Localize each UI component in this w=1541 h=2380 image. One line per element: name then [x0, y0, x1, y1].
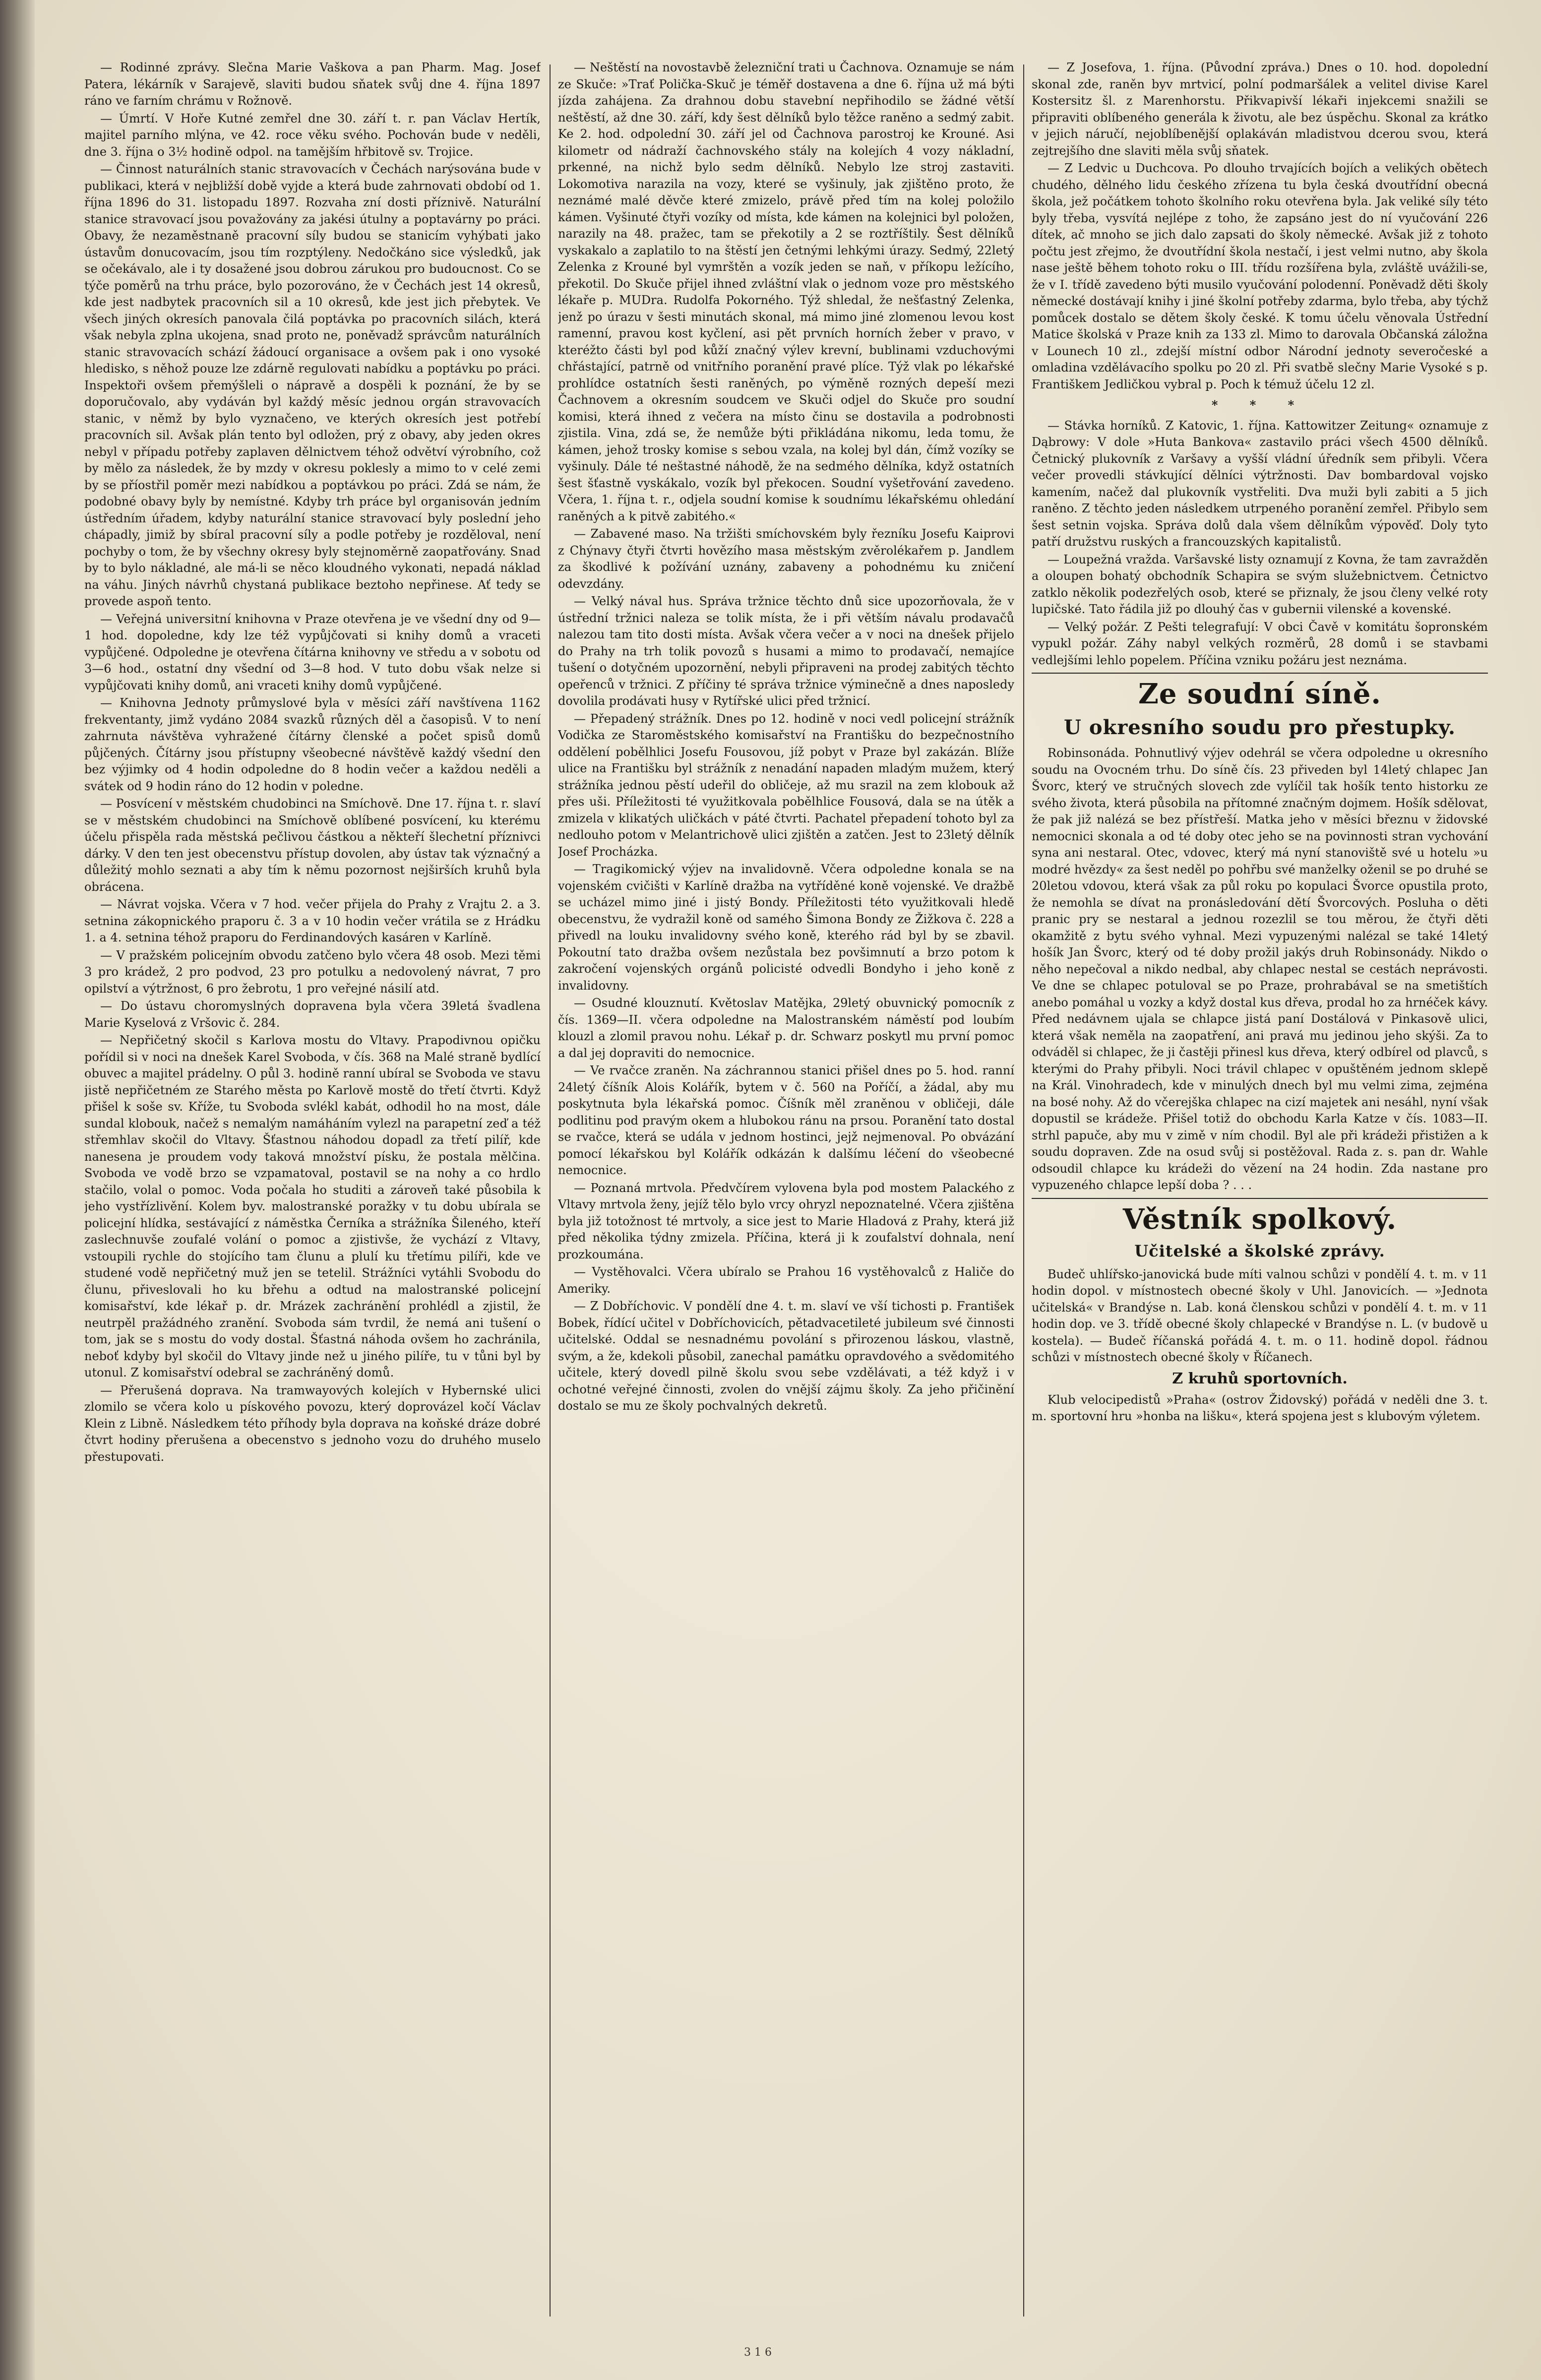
article-teachers-meetings: Budeč uhlířsko-janovická bude míti valnou schůzi v pondělí 4. t. m. v 11 hodin dopol. v místnostech obecné školy v Uhl. Janovicích. — »Jednota učitelská« v Brandýse n. Lab. koná členskou schůzi v pondělí 4. t. m. v 11 hodin dop. ve 3. třídě obecné školy chlapecké v Brandýse n. L. (v budově u kostela). — Budeč říčanská pořádá 4. t. m. o 11. hodině dopol. řádnou schůzi v místnostech obecné školy v Říčanech. [1032, 1267, 1488, 1364]
article-university-library: — Veřejná universitní knihovna v Praze otevřena je ve všední dny od 9—1 hod. dopoledne, kdy lze též vypůjčovati si knihy domů a vraceti vypůjčené. Odpoledne je otevřena čítárna knihovny ve středu a v sobotu od 3—6 hod., ostatní dny všední od 3—8 hod. V tuto dobu však nelze si vypůjčovati knihy domů, ani vraceti knihy domů vypůjčené. [84, 612, 541, 692]
article-emigrants: — Vystěhovalci. Včera ubíralo se Prahou 16 vystěhovalců z Haliče do Ameriky. [558, 1265, 1014, 1296]
article-assaulted-policeman: — Přepadený strážník. Dnes po 12. hodině v noci vedl policejní strážník Vodička ze Staroměstského komisařství na Františku do bezpečnostního oddělení pobělhlici Josefu Fousovou, jíž pobyt v Praze byl zakázán. Blíže ulice na Františku byl strážník z nenadání napaden mladým mužem, který strážníka jednou pěstí udeřil do obličeje, až mu srazil na zem klobouk až přes uši. Příležitosti té využitkovala pobělhlice Fousová, dala se na útěk a zmizela v klikatých uličkách v páté čtvrti. Pachatel přepadení tohoto byl za nedlouho potom v Melantrichově ulici zjištěn a zatčen. Jest to 23letý dělník Josef Procházka. [558, 711, 1014, 859]
associations-section-title: Věstník spolkový. [1122, 1202, 1397, 1236]
article-police-district: — V pražském policejním obvodu zatčeno bylo včera 48 osob. Mezi těmi 3 pro krádež, 2 pro podvod, 23 pro potulku a nedovolený návrat, 7 pro opilství a výtržnost, 6 pro žebrotu, 1 pro veřejné násilí atd. [84, 948, 541, 996]
article-charles-bridge: — Nepřičetný skočil s Karlova mostu do Vltavy. Prapodivnou opičku pořídil si v noci na dnešek Karel Svoboda, v čís. 368 na Malé straně bydlící obuvec a majitel prádelny. O půl 3. hodině ranní ubíral se Svoboda ve stavu jistě nepřičetném ze Starého města po Karlově mostě do třetí čtvrti. Když přišel k soše sv. Kříže, tu Svoboda svlékl kabát, odhodil ho na most, dále sundal klobouk, načež s nemalým namáháním vylezl na parapetní zeď a též střemhlav skočil do Vltavy. Šťastnou náhodou dopadl za třetí pilíř, kde nanesena je proudem vody taková množství písku, že postala mělčina. Svoboda ve vodě brzo se vzpamatoval, postavil se na nohy a co hrdlo stačilo, volal o pomoc. Voda počala ho studiti a zároveň také působila k jeho vystřízlivění. Kolem byv. malostranské poražky v tu dobu ubírala se policejní hlídka, sestávající z náměstka Černíka a strážníka Šileného, kteří zaslechnuvše zoufalé volání o pomoc a zjistivše, že vychází z Vltavy, vstoupili rychle do stojícího tam člunu a plulí ku třetímu pilíři, kde ve studené vodě nepřičetný muž jen se tetelil. Strážníci vytáhli Svobodu do člunu, přiveslovali ho ku břehu a odtud na malostranské policejní komisařství, kde lékař p. dr. Mrázek zachránění prohlédl a zjistil, že neutrpěl pražádného zranění. Svoboda sám tvrdil, že nemá ani tušení o tom, jak se s mostu do vody dostal. Šťastná náhoda ovšem ho zachránila, neboť kdyby byl skočil do Vltavy jinde než u jiného pilíře, tu v tůni byl by utonul. Z komisařství odebral se zachráněný domů. [84, 1033, 541, 1379]
article-big-fire: — Velký požár. Z Pešti telegrafují: V obci Čavě v komitátu šopronském vypukl požár. Záhy nabyl velkých rozměrů, 28 domů i se stavbami vedlejšími lehlo popelem. Příčina vzniku požáru jest neznáma. [1032, 620, 1488, 667]
article-confiscated-meat: — Zabavené maso. Na tržišti smíchovském byly řezníku Josefu Kaiprovi z Chýnavy čtyři čtvrti hovězího masa městským zvěrolékařem p. Jandlem za škodlivé k požívání uznány, zabaveny a pohodnému ku zničení odevzdány. [558, 527, 1014, 591]
article-food-stations: — Činnost naturálních stanic stravovacích v Čechách narýsována bude v publikaci, která v nejbližší době vyjde a která bude zahrnovati období od 1. října 1896 do 31. listopadu 1897. Rozvaha zní dosti příznivě. Naturální stanice stravovací jsou považovány za jakési útulny a poptavárny po práci. Obavy, že nezaměstnaně pracovní síly budou se stanicím vyhýbati jako ústavům donucovacím, jsou tím rozptýleny. Nedočkáno sice výsledků, jak se očekávalo, ale i ty dosažené jsou dobrou zárukou pro budoucnost. Co se týče poměrů na trhu práce, bylo pozorováno, že v Čechách jest 14 okresů, kde jest nadbytek pracovních sil a 10 okresů, kde jest jich přebytek. Ve všech jiných okresích panovala čilá poptávka po pracovních silách, která však nebyla zplna ukojena, snad proto ne, poněvadž správcům naturálních stanic stravovacích schází žádoucí organisace a ovšem pak i ono vysoké hledisko, s něhož pouze lze zdárně regulovati nabídku a poptávku po práci. Inspektoři ovšem přemýšleli o nápravě a dospěli k poznání, že by se doporučovalo, aby vydáván byl každý měsíc jednou orgán stravovacích stanic, v němž by bylo vyznačeno, ve kterých okresích jest potřebí pracovních sil. Avšak plán tento byl odložen, prý z obavy, aby jeden okres nebyl v případu potřeby zaplaven dělnictvem téhož odvětví výrobního, což by mělo za následek, že by mzdy v okresu poklesly a mimo to v celé zemi by se příostřil poměr mezi nabídkou a poptávkou po práci. Zdá se nám, že podobné obavy byly by nemístné. Kdyby trh práce byl organisován jedním ústředním úřadem, kdyby naturální stanice stravovací byly poslední jeho chápadly, jimiž by sbíral pracovní síly a podle potřeby je rozděloval, není pochyby o tom, že by všechny okresy byly stejnoměrně zaopatřovány. Snad by to bylo nákladné, ale má-li se něco kloudného vykonati, nepadá náklad na váhu. Jiných návrhů chystaná publikace beztoho nepřinese. Ať tedy se provede aspoň tento. [84, 162, 541, 608]
column-2 [558, 60, 1014, 2321]
article-asylum: — Do ústavu choromyslných dopravena byla včera 39letá švadlena Marie Kyselová z Vršovic č. 284. [84, 999, 541, 1030]
article-railway-accident: — Neštěstí na novostavbě železniční trati u Čachnova. Oznamuje se nám ze Skuče: »Trať Polička-Skuč je téměř dostavena a dne 6. října už má býti jízda zahájena. Za drahnou dobu stavební nepřihodilo se žádné větší neštěstí, až dne 30. září, kdy šest dělníků bylo těžce raněno a sedmý zabit. Ke 2. hod. odpolední 30. září jel od Čachnova parostroj ke Krouné. Asi kilometr od nádraží čachnovského stály na kolejích 4 vozy nákladní, prkenné, na nichž bylo sedm dělníků. Nebylo lze stroj zastaviti. Lokomotiva narazila na vozy, které se vyšinuly, jak zjištěno proto, že neznámé malé děvče které zmizelo, právě před tím na kolej položilo kámen. Vyšinuté čtyři vozíky od místa, kde kámen na kolejnici byl položen, narazily na 48. pražec, tam se překotily a 2 se roztříštily. Šest dělníků vyskakalo a zaplatilo to na štěstí jen četnými lehkými úrazy. Sedmý, 22letý Zelenka z Krouné byl vymrštěn a vozík jeden se naň, v příkopu ležícího, překotil. Do Skuče přijel ihned zvláštní vlak o jednom voze pro městského lékaře p. MUDra. Rudolfa Pokorného. Týž shledal, že nešťastný Zelenka, jenž po úrazu v šesti minutách skonal, má mimo jiné zlomenou levou kost ramenní, pravou kost kyčlení, asi pět prvních horních žeber v pravo, v kteréžto části byl pod kůží značný výlev krevní, bublinami vzduchovými chřástající, patrně od vnitřního poranění pravé plíce. Týž vlak po lékařské prohlídce ostatních šesti raněných, po výměně rozných depeší mezi Čachnovem a okresním soudcem ve Skuči odjel do Skuče pro soudní komisi, která ihned z večera na místo činu se dostavila a podrobnosti zjistila. Vina, zdá se, že nemůže býti přikládána nikomu, leda tomu, že kámen, jehož trosky komise s sebou vzala, na kolej byl dán, čímž vozíky se vyšinuly. Dále té neštastné náhodě, že na sedmého dělníka, když ostatních šest šťastně vyskákalo, vozík byl překocen. Soudní vyšetřování zavedeno. Včera, 1. října t. r., odjela soudní komise k soudnímu lékařskému ohledání raněných a k pitvě zabitého.« [558, 61, 1014, 523]
article-robbery-murder: — Loupežná vražda. Varšavské listy oznamují z Kovna, že tam zavražděn a oloupen bohatý obchodník Schapira se svým služebnictvem. Četnictvo zatklo několik podezřelých osob, které se přiznaly, že jsou členy velké roty lupičské. Tato řádila již po dlouhý čas v gubernii vilenské a kovenské. [1032, 552, 1488, 616]
article-invalidovna: — Tragikomický výjev na invalidovně. Včera odpoledne konala se na vojenském cvičišti v Karlíně dražba na vytříděné koně vojenské. Ve dražbě se ucházel mimo jiné i jistý Bondy. Příležitosti této využitkovali hledě obecenstvu, že vydražil koně od samého Šimona Bondy ze Žižkova č. 228 a přivedl na louku invalidovny svého koně, kterého rád byl by se zbavil. Pokoutní tato dražba ovšem nezůstala bez povšimnutí a brzo potom k zakročení vojenských orgánů policisté odvedli Bondyho i jeho koně z invalidovny. [558, 862, 1014, 993]
divider [1032, 673, 1488, 674]
column-rule-2 [1023, 64, 1024, 2317]
court-section-subtitle: U okresního soudu pro přestupky. [1064, 716, 1456, 739]
article-fatal-slip: — Osudné klouznutí. Květoslav Matějka, 29letý obuvnický pomocník z čís. 1369—II. včera odpoledne na Malostranském náměstí pod loubím klouzl a zlomil pravou nohu. Lékař p. dr. Schwarz poskytl mu první pomoc a dal jej dopraviti do nemocnice. [558, 996, 1014, 1060]
article-robinsonade: Robinsonáda. Pohnutlivý výjev odehrál se včera odpoledne u okresního soudu na Ovocném trhu. Do síně čís. 23 přiveden byl 14letý chlapec Jan Švorc, který ve stručných slovech zde vylíčil tak hošík tento historku ze svého života, která působila na přítomné značným dojmem. Hošík sdělovat, že pak již nalézá se bez přístřeší. Matka jeho v měsíci březnu v židovské nemocnici skonala a od té doby otec jeho se na povinnosti stran vychování syna ani nestaral. Otec, vdovec, který má nyní stanoviště své u hotelu »u modré hvězdy« za šest neděl po pohřbu své manželky oženil se po druhé se 20letou vdovou, která však za půl roku po kopulaci Švorce opustila proto, že nemohla se dívat na pronásledování dětí Švorcových. Posluha o děti pranic pry se nestaral a jednou rozezlil se tou měrou, že čtyři děti okamžitě z bytu svého vyhnal. Mezi vypuzenými nalézal se také 14letý hošík Jan Švorc, který od té doby prožil jakýs druh Robinsonády. Nikdo o něho nepečoval a nikdo nedbal, aby chlapec nestal se cestách neprávosti. Ve dne se chlapec potuloval se po Praze, prohrabával se na smetištích anebo pomáhal u vozky a když dostal kus dřeva, prodal ho za hrnéček kávy. Před nedávnem ujala se chlapce jistá paní Dostálová v Pinkasově ulici, která však neměla na zaopatření, ani pravá mu jedinou jeho skýši. Za to odváděl si chlapec, že ji častěji přinesl kus dřeva, který odbírel od plavců, s kterými do Prahy přibyli. Noci trávil chlapec v opuštěném jednom sklepě na Král. Vinohradech, kde v minulých dnech byl mu velmi zima, zejména na bosé nohy. Až do včerejška chlapec na cizí majetek ani nesáhl, nyní však dopustil se krádeže. Přišel totiž do obchodu Karla Katze v čís. 1083—II. strhl papuče, aby mu v zimě v ním chodil. Byl ale při krádeži přistižen a k soudu dopraven. Zde na osud svůj si postěžoval. Rada z. s. pan dr. Wahle odsoudil chlapce ku krádeži do vězení na 24 hodin. Zda nastane pro vypuzeného chlapce lepší doba ? . . . [1032, 746, 1488, 1192]
article-tram-interrupted: — Přerušená doprava. Na tramwayových kolejích v Hybernské ulici zlomilo se včera kolo u pískového povozu, který doprovázel kočí Václav Klein z Libně. Následkem této příhody byla doprava na koňské dráze dobré čtvrt hodiny přerušena a obecenstvo s jednoho vozu do druhého muselo přestupovati. [84, 1383, 541, 1464]
article-geese-rush: — Velký nával hus. Správa tržnice těchto dnů sice upozorňovala, že v ústřední tržnici naleza se tolik místa, že i při větším návalu prodavačů nalezou tam tito dosti místa. Avšak včera večer a v noci na dnešek přijelo do Prahy na trh tolik povozů s husami a mimo to prodavačí, nemajíce tušení o dotyčném upozornění, nebyli připraveni na prodej zabitých těchto opeřenců v tržnici. Z příčiny té správa tržnice výminečně a dnes naposledy dovolila prodávati husy v Rytířské ulici před tržnicí. [558, 594, 1014, 708]
article-ledvice: — Z Ledvic u Duchcova. Po dlouho trvajících bojích a velikých obětech chudého, dělného lidu českého zřízena tu byla česká dvoutřídní obecná škola, jež počátkem tohoto školního roku otevřena byla. Jak veliké síly této byly třeba, vysvítá nejlépe z toho, že zapsáno jest do ní vyučování 226 dítek, ač mnoho se jich dalo zapsati do školy německé. Avšak již z tohoto počtu jest zřejmo, že dvoutřídní škola nestačí, i jest velmi nutno, aby škola nase ještě během tohoto roku o III. třídu rozšířena byla, zvláště uvážili-se, že v I. třídě zavedeno býti musilo vyučování polodenní. Poněvadž děti školy německé dostávají knihy i jiné školní potřeby zdarma, bylo třeba, aby týchž pomůcek dostalo se dětem školy české. K tomu účelu věnovala Ústřední Matice školská v Praze knih za 133 zl. Mimo to darovala Občanská záložna v Lounech 10 zl., zdejší místní odbor Národní jednoty severočeské a omladina vzdělávacího spolku po 20 zl. Při svatbě slečny Marie Vysoké s p. Františkem Jedličkou vybral p. Poch k témuž účelu 12 zl. [1032, 161, 1488, 391]
article-josefov: — Z Josefova, 1. října. (Původní zpráva.) Dnes o 10. hod. dopolední skonal zde, raněn byv mrtvicí, polní podmaršálek a velitel divise Karel Kostersitz šl. z Marenhorstu. Přikvapivší lékaři injekcemi snažili se připraviti oblíbeného generála k životu, ale bez úspěchu. Skonal za krátko v jejich náručí, nejoblíbenější oplakáván mladistvou dcerou svou, která zejtrejšího dne slaviti měla svůj sňatek. [1032, 61, 1488, 158]
sport-section-title: Z kruhů sportovních. [1172, 1370, 1348, 1387]
divider [1032, 1198, 1488, 1199]
column-3 [1032, 60, 1488, 2321]
article-miners-strike: — Stávka horníků. Z Katovic, 1. října. Kattowitzer Zeitung« oznamuje z Dąbrowy: V dole »Huta Bankova« zastavilo práci všech 4500 dělníků. Četnický plukovník z Varšavy a vyšší vládní úředník sem přibyli. Včera večer provedli stávkující dělníci výtržnosti. Dav bombardoval vojsko kamením, načež dal plukovník vystřeliti. Dva muži byli zabiti a 5 jich raněno. Z těchto jeden následkem utrpeného poranění zemřel. Přibylo sem šest setnin vojska. Správa dolů dala všem dělníkům výpověď. Doly tyto patří družstvu ruských a francouzských kapitalistů. [1032, 418, 1488, 549]
article-identified-body: — Poznaná mrtvola. Předvčírem vylovena byla pod mostem Palackého z Vltavy mrtvola ženy, jejíž tělo bylo vrcy ohryzl nepoznatelné. Včera zjištěna byla již totožnost té mrtvoly, a sice jest to Marie Hladová z Prahy, která již před několika týdny zmizela. Příčina, která ji k zoufalství dohnala, není prozkoumána. [558, 1181, 1014, 1261]
article-army-return: — Návrat vojska. Včera v 7 hod. večer přijela do Prahy z Vrajtu 2. a 3. setnina zákopnického praporu č. 3 a v 10 hodin večer vrátila se z Hrádku 1. a 4. setnina téhož praporu do Ferdinandových kasáren v Karlíně. [84, 897, 541, 944]
article-family-news: — Rodinné zprávy. Slečna Marie Vaškova a pan Pharm. Mag. Josef Patera, lékárník v Sarajevě, slaviti budou sňatek svůj dne 4. října 1897 ráno ve farním chrámu v Rožnově. [84, 61, 541, 108]
page-binding-edge [0, 0, 35, 2380]
article-dobrichovice: — Z Dobříchovic. V pondělí dne 4. t. m. slaví ve vší tichosti p. František Bobek, řídící učitel v Dobříchovicích, pětadvacetileté jubileum své činnosti učitelské. Oddal se nesnadnému povolání s přirozenou láskou, vlastně, svým, a že, kdekoli působil, zanechal památku opravdového a svědomitého učitele, který dovedl pilně školu svou sebe vzdělávati, a též když i v ochotné veřejné činnosti, zvolen do vnější zájmu školy. Za jeho přičinění dostalo se mu ze školy pochvalných dekretů. [558, 1299, 1014, 1413]
article-cyclists: Klub velocipedistů »Praha« (ostrov Židovský) pořádá v neděli dne 3. t. m. sportovní hru »honba na lišku«, která spojena jest s klubovým výletem. [1032, 1392, 1488, 1423]
article-industrial-library: — Knihovna Jednoty průmyslové byla v měsíci září navštívena 1162 frekventanty, jimž vydáno 2084 svazků různých děl a časopisů. V to není zahrnuta návštěva vyhražené čítárny členské a počet spisů domů půjčených. Čítárny jsou přístupny všeobecné návštěvě každý všední den bez výjimky od 4 hodin odpoledne do 8 hodin večer a každou neděli a svátek od 9 hodin ráno do 12 hodin v poledne. [84, 696, 541, 793]
page-mark: 3 1 6 [744, 2346, 772, 2359]
column-1 [84, 60, 541, 2321]
article-brawl: — Ve rvačce zraněn. Na záchrannou stanici přišel dnes po 5. hod. ranní 24letý číšník Alois Kolářík, bytem v č. 560 na Poříčí, a žádal, aby mu poskytnuta byla lékařská pomoc. Číšník měl zraněnou v obličeji, dále podlitinu pod pravým okem a hlubokou ránu na prsou. Poranění tato dostal se rvačce, která se udála v jednom hostinci, jejž nejmenoval. Po obvázání pomocí lékařskou byl Kolářík odkázán k dalšímu léčení do všeobecné nemocnice. [558, 1064, 1014, 1177]
article-deaths: — Úmrtí. V Hoře Kutné zemřel dne 30. září t. r. pan Václav Hertík, majitel parního mlýna, ve 42. roce věku svého. Pochován bude v neděli, dne 3. října o 3½ hodině odpol. na tamějším hřbitově sv. Trojice. [84, 111, 541, 159]
section-stars: * * * [1211, 398, 1308, 412]
column-rule-1 [550, 64, 551, 2317]
teachers-news-subtitle: Učitelské a školské zprávy. [1134, 1241, 1385, 1260]
article-smichov-almshouse: — Posvícení v městském chudobinci na Smíchově. Dne 17. října t. r. slaví se v městském chudobinci na Smíchově oblíbené posvícení, ku kterému účelu přispěla rada městská pečlivou částkou a někteří šlechetní příznivci dárky. V den ten jest obecenstvu přístup dovolen, aby ústav tak význačný a důležitý mohlo seznati a aby tím k němu pozornost nejširších kruhů byla obrácena. [84, 797, 541, 894]
court-section-title: Ze soudní síně. [1138, 678, 1381, 710]
